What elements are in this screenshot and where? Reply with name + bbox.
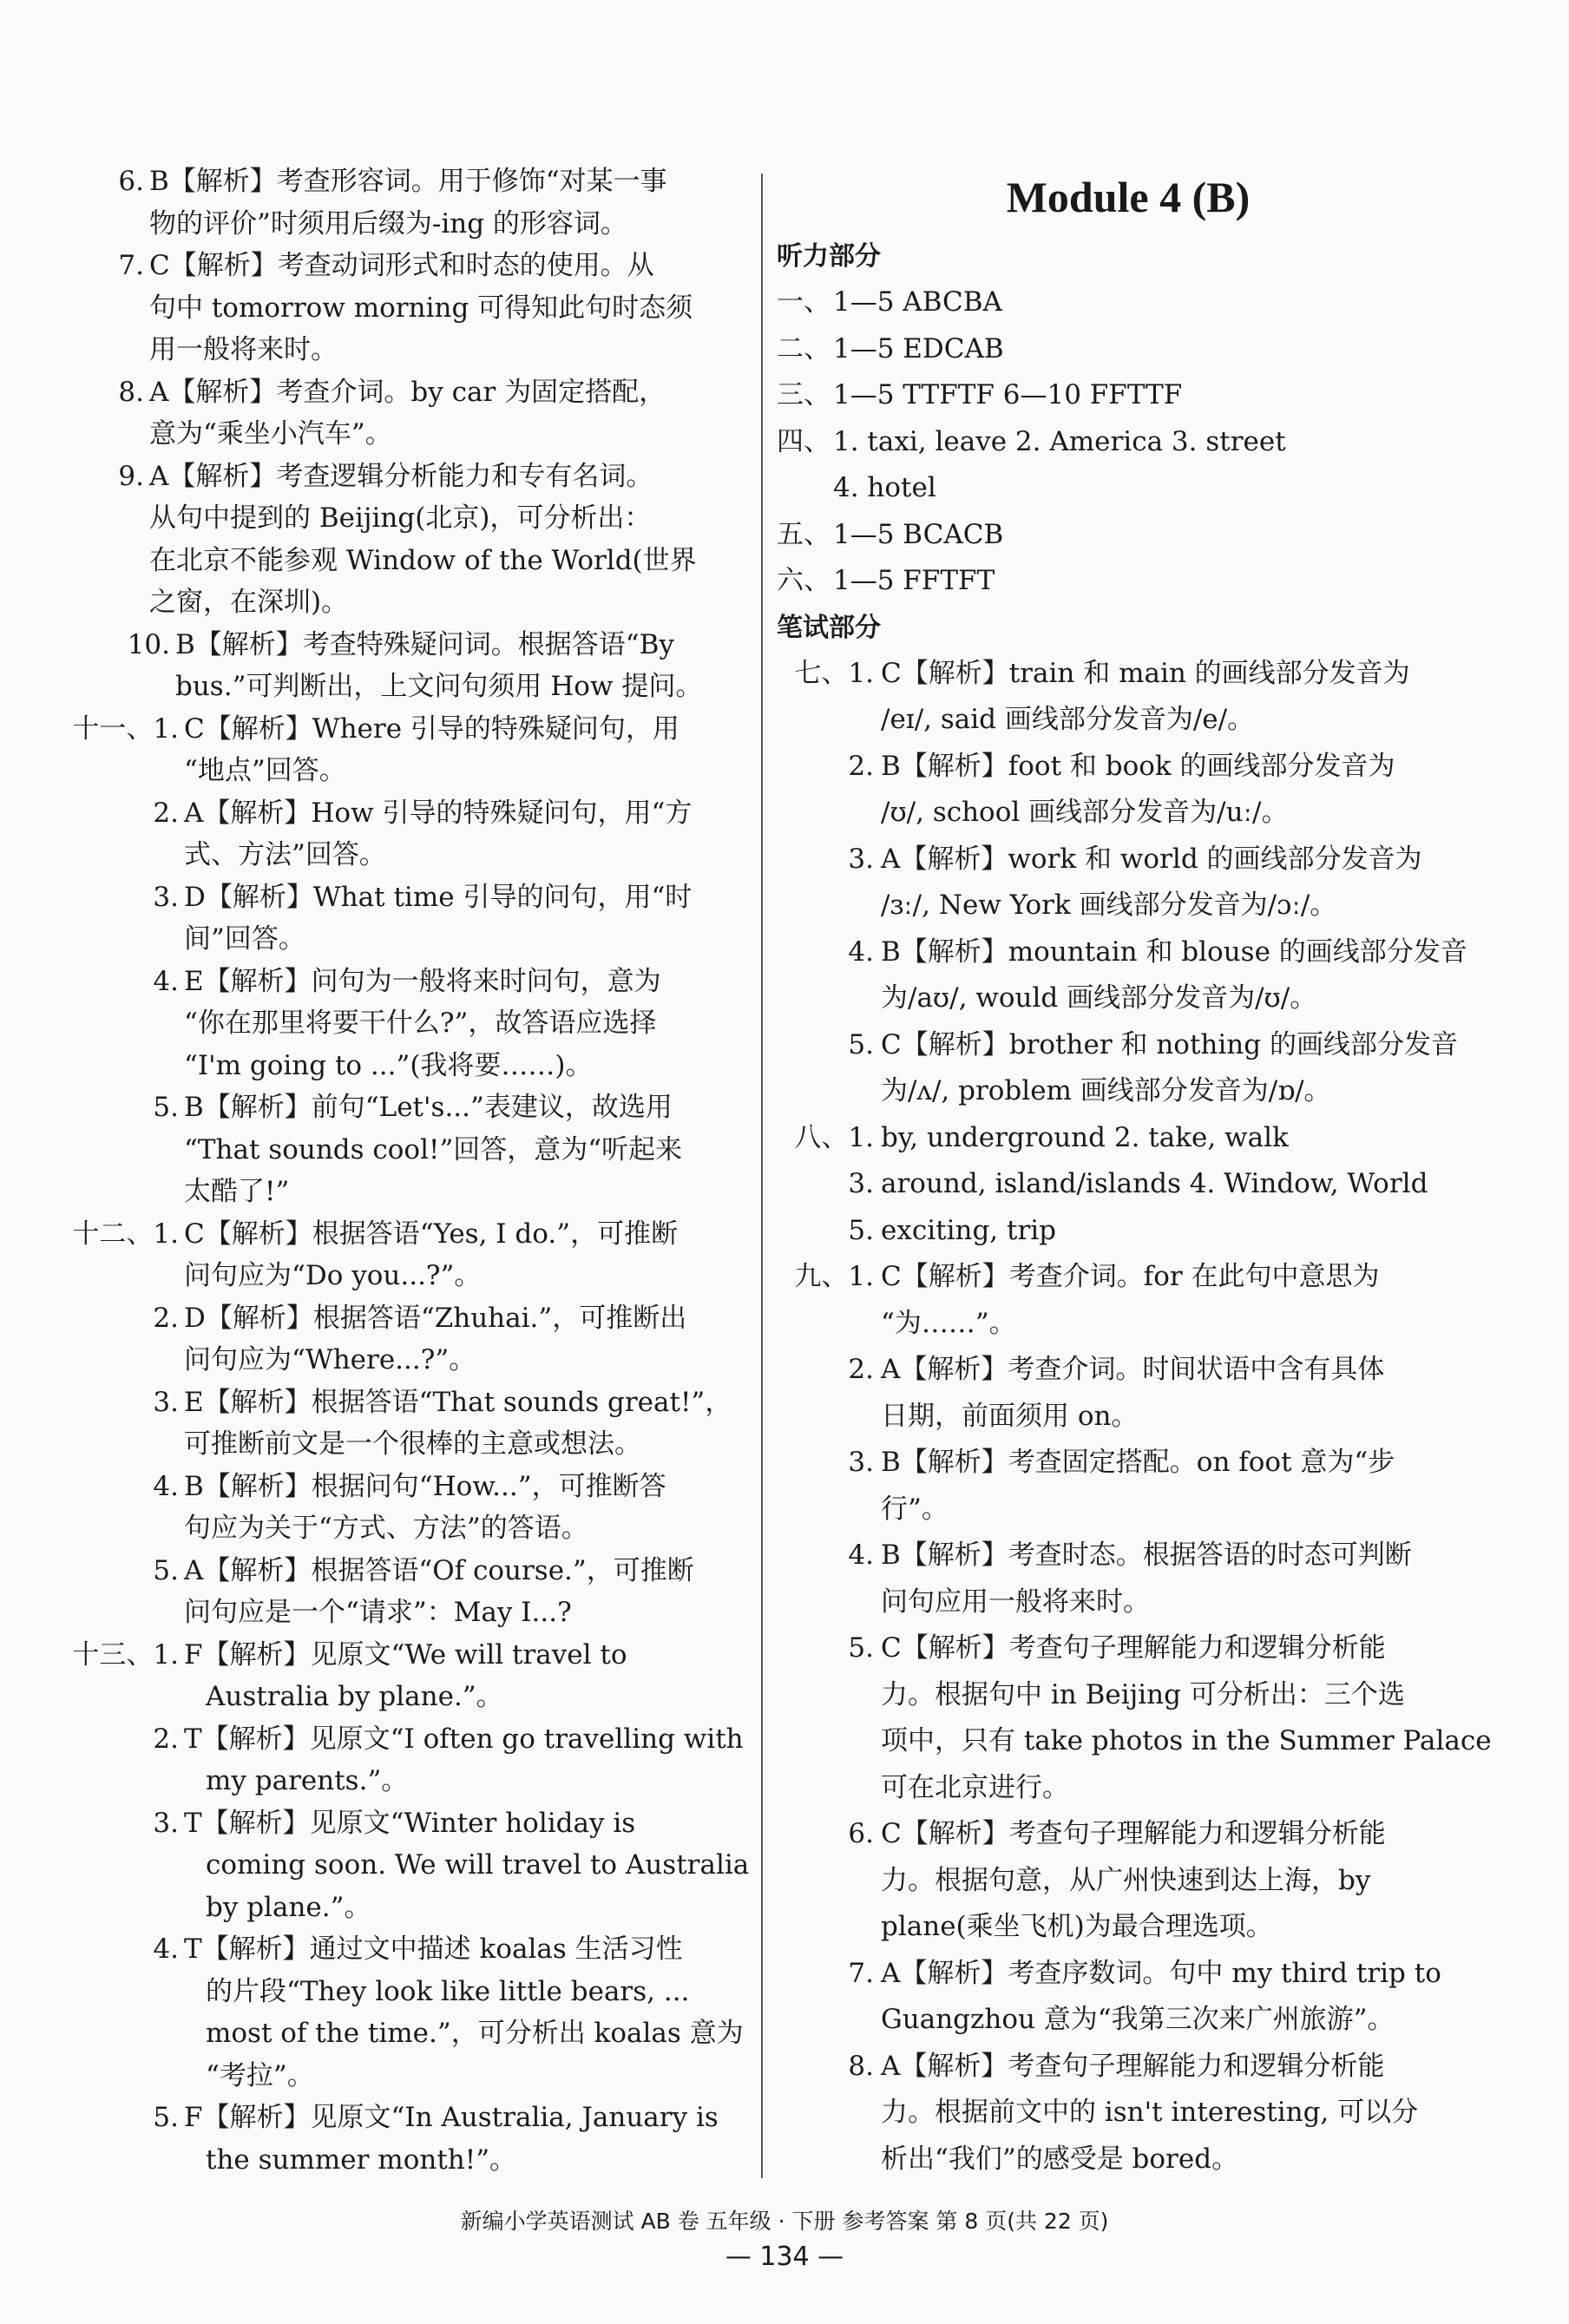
answer-text: 式、方法”回答。: [184, 839, 386, 870]
section-heading: 笔试部分: [777, 612, 881, 643]
question-number: 5.: [848, 1028, 874, 1060]
answer-line: [54, 1802, 731, 1845]
answer-line: [54, 581, 731, 624]
answer-text: /eɪ/, said 画线部分发音为/e/。: [881, 704, 1255, 735]
answer-line: [777, 1997, 1480, 2044]
answer-line: [777, 837, 1480, 883]
answer-line: [54, 1718, 744, 1761]
answer-text: A【解析】考查句子理解能力和逻辑分析能: [881, 2050, 1385, 2082]
answer-line: [777, 1811, 1480, 1858]
answer-text: D【解析】根据答语“Zhuhai.”，可推断出: [184, 1302, 687, 1334]
answer-line: [777, 975, 1480, 1022]
answer-text: 问句应为“Do you...?”。: [184, 1260, 482, 1291]
answer-line: [54, 1760, 731, 1802]
answer-text: 可在北京进行。: [881, 1771, 1069, 1803]
answer-text: E【解析】根据答语“That sounds great!”，: [184, 1386, 732, 1418]
answer-line: [54, 961, 731, 1003]
answer-text: 项中，只有 take photos in the Summer Palace: [881, 1725, 1492, 1756]
answer-line: [54, 2139, 731, 2182]
answer-text: 1—5 TTFTF 6—10 FFTTF: [833, 379, 1183, 410]
question-number: 九、1.: [794, 1261, 874, 1292]
answer-line: [777, 1672, 1480, 1719]
answer-line: [54, 918, 731, 961]
question-number: 4.: [848, 1539, 874, 1571]
answer-line: [777, 512, 1480, 559]
question-number: 四、: [777, 425, 830, 457]
answer-line: [777, 2044, 1480, 2091]
question-number: 7.: [848, 1957, 874, 1989]
answer-text: T【解析】通过文中描述 koalas 生活习性: [184, 1933, 683, 1965]
question-number: 4.: [153, 1933, 179, 1965]
answer-text: bus.”可判断出，上文问句须用 How 提问。: [175, 671, 703, 702]
answer-text: 问句应为“Where...?”。: [184, 1344, 476, 1375]
answer-text: A【解析】考查介词。by car 为固定搭配，: [149, 376, 666, 408]
question-number: 3.: [153, 1807, 179, 1839]
answer-text: 物的评价”时须用后缀为-ing 的形容词。: [149, 207, 627, 240]
answer-text: the summer month!”。: [206, 2143, 517, 2176]
answer-line: [777, 1487, 1480, 1533]
answer-text: /ɜː/, New York 画线部分发音为/ɔː/。: [881, 890, 1337, 921]
answer-line: [777, 1951, 1480, 1998]
answer-text: 1—5 EDCAB: [833, 332, 1004, 364]
question-number: 8.: [848, 2050, 874, 2082]
question-number: 三、: [777, 379, 830, 410]
answer-line: [777, 1254, 1480, 1301]
answer-text: “考拉”。: [206, 2059, 314, 2091]
answer-text: B【解析】前句“Let's...”表建议，故选用: [184, 1092, 673, 1123]
footer-book-info: 新编小学英语测试 AB 卷 五年级 · 下册 参考答案 第 8 页(共 22 页): [460, 2209, 1109, 2234]
answer-line: [54, 1045, 731, 1087]
question-number: 八、1.: [794, 1121, 874, 1153]
answer-line: [54, 540, 731, 582]
question-number: 9.: [118, 460, 144, 492]
answer-text: C【解析】Where 引导的特殊疑问句，用: [184, 712, 679, 745]
answer-line: [777, 1161, 1480, 1208]
answer-text: 的片段“They look like little bears, ...: [206, 1975, 690, 2007]
answer-line: [777, 372, 1480, 419]
question-number: 2.: [848, 750, 874, 782]
answer-text: exciting, trip: [881, 1214, 1057, 1246]
answer-text: plane(乘坐飞机)为最合理选项。: [881, 1911, 1273, 1942]
answer-line: [777, 697, 1480, 744]
answer-text: 句中 tomorrow morning 可得知此句时态须: [149, 292, 693, 324]
answer-line: [54, 329, 731, 371]
answer-line: [54, 1213, 731, 1256]
answer-text: “你在那里将要干什么?”，故答语应选择: [184, 1008, 657, 1039]
question-number: 10.: [127, 628, 170, 660]
answer-text: 力。根据句意，从广州快速到达上海，by: [881, 1864, 1371, 1896]
answer-line: [54, 1382, 731, 1424]
answer-text: 问句应用一般将来时。: [881, 1585, 1150, 1618]
answer-line: [54, 1171, 731, 1213]
question-number: 十三、1.: [72, 1638, 179, 1671]
answer-text: C【解析】考查介词。for 在此句中意思为: [881, 1261, 1380, 1292]
answer-text: B【解析】根据问句“How...”，可推断答: [184, 1470, 666, 1502]
answer-line: [54, 1255, 731, 1297]
answer-line: [54, 161, 731, 203]
question-number: 七、1.: [794, 657, 874, 689]
question-number: 6.: [848, 1818, 874, 1849]
answer-line: [54, 834, 731, 876]
answer-line: [54, 1507, 731, 1550]
answer-text: C【解析】考查句子理解能力和逻辑分析能: [881, 1632, 1386, 1664]
answer-line: [777, 790, 1480, 837]
answer-line: [777, 1579, 1480, 1626]
answer-text: coming soon. We will travel to Australia: [206, 1849, 750, 1881]
answer-text: F【解析】见原文“In Australia, January is: [184, 2102, 719, 2133]
question-number: 2.: [153, 1302, 179, 1334]
footer-page-number: — 134 —: [725, 2242, 844, 2272]
answer-line: [54, 456, 731, 498]
answer-text: Guangzhou 意为“我第三次来广州旅游”。: [881, 2004, 1395, 2035]
answer-line: [777, 1301, 1480, 1348]
answer-text: B【解析】考查特殊疑问词。根据答语“By: [175, 628, 674, 660]
answer-text: A【解析】How 引导的特殊疑问句，用“方: [184, 797, 693, 829]
answer-text: 1—5 BCACB: [833, 518, 1004, 550]
question-number: 5.: [848, 1632, 874, 1664]
answer-text: 为/aʊ/, would 画线部分发音为/ʊ/。: [881, 982, 1317, 1014]
answer-line: [777, 326, 1480, 373]
answer-text: B【解析】考查固定搭配。on foot 意为“步: [881, 1447, 1395, 1478]
answer-line: [54, 1466, 731, 1508]
answer-line: [777, 1533, 1480, 1579]
answer-line: [54, 497, 731, 540]
question-number: 6.: [118, 166, 144, 197]
answer-text: /ʊ/, school 画线部分发音为/uː/。: [881, 797, 1289, 828]
answer-line: [777, 1718, 1492, 1765]
answer-line: [54, 750, 731, 792]
answer-line: [777, 2090, 1480, 2137]
question-number: 一、: [777, 286, 830, 318]
answer-line: [777, 1765, 1480, 1812]
answer-text: B【解析】考查时态。根据答语的时态可判断: [881, 1539, 1412, 1571]
answer-line: [777, 1625, 1480, 1672]
question-number: 五、: [777, 518, 830, 550]
answer-line: [54, 2097, 731, 2139]
question-number: 3.: [153, 881, 179, 913]
answer-text: my parents.”。: [206, 1765, 409, 1796]
answer-line: [777, 1068, 1480, 1115]
answer-line: [54, 2012, 744, 2055]
answer-text: B【解析】mountain 和 blouse 的画线部分发音: [881, 936, 1467, 968]
answer-text: by, underground 2. take, walk: [881, 1121, 1289, 1153]
answer-text: 意为“乘坐小汽车”。: [149, 418, 392, 450]
answer-text: 之窗，在深圳)。: [149, 587, 349, 618]
answer-line: [54, 1887, 731, 1929]
answer-line: [54, 1002, 731, 1045]
answer-line: [54, 413, 731, 456]
question-number: 4.: [153, 1470, 179, 1502]
answer-text: “地点”回答。: [184, 755, 346, 786]
question-number: 5.: [153, 1554, 179, 1586]
answer-line: [777, 419, 1480, 466]
question-number: 3.: [848, 1447, 874, 1478]
answer-text: B【解析】foot 和 book 的画线部分发音为: [881, 750, 1395, 782]
answer-line: [54, 245, 731, 287]
question-number: 4.: [153, 965, 179, 997]
answer-line: [54, 792, 731, 835]
answer-line: [54, 1087, 731, 1129]
answer-line: [54, 666, 731, 708]
answer-text: F【解析】见原文“We will travel to: [184, 1638, 627, 1671]
answer-text: A【解析】work 和 world 的画线部分发音为: [881, 843, 1422, 875]
right-column: [777, 161, 1492, 2183]
answer-text: “为……”。: [881, 1307, 1016, 1339]
answer-line: [777, 1394, 1480, 1441]
answer-line: [777, 651, 1480, 698]
question-number: 十一、1.: [72, 712, 179, 745]
answer-text: C【解析】根据答语“Yes, I do.”，可推断: [184, 1218, 679, 1250]
question-number: 3.: [848, 1168, 874, 1199]
answer-text: T【解析】见原文“I often go travelling with: [184, 1723, 744, 1755]
answer-text: B【解析】考查形容词。用于修饰“对某一事: [149, 166, 667, 197]
question-number: 六、: [777, 565, 830, 596]
answer-line: [54, 1676, 731, 1718]
answer-text: 行”。: [881, 1493, 949, 1525]
question-number: 十二、1.: [72, 1218, 179, 1250]
answer-text: 问句应是一个“请求”：May I...?: [184, 1597, 572, 1628]
answer-text: C【解析】考查句子理解能力和逻辑分析能: [881, 1818, 1386, 1849]
question-number: 4.: [848, 936, 874, 968]
answer-line: [54, 1550, 731, 1592]
answer-line: [777, 1440, 1480, 1487]
answer-text: 从句中提到的 Beijing(北京)，可分析出：: [149, 502, 652, 534]
answer-text: 析出“我们”的感受是 bored。: [881, 2143, 1239, 2175]
module-title: Module 4 (B): [1006, 173, 1251, 221]
column-divider: [761, 174, 763, 2178]
answer-text: A【解析】根据答语“Of course.”，可推断: [184, 1554, 694, 1586]
answer-text: 在北京不能参观 Window of the World(世界: [149, 544, 697, 576]
answer-text: 为/ʌ/, problem 画线部分发音为/ɒ/。: [881, 1075, 1331, 1106]
answer-line: [54, 203, 731, 246]
answer-line: [777, 1022, 1480, 1069]
answer-text: C【解析】train 和 main 的画线部分发音为: [881, 657, 1410, 689]
answer-text: 1. taxi, leave 2. America 3. street: [833, 425, 1286, 457]
answer-line: [54, 1844, 750, 1887]
answer-text: by plane.”。: [206, 1891, 371, 1923]
answer-text: 可推断前文是一个很棒的主意或想法。: [184, 1428, 641, 1460]
answer-text: “That sounds cool!”回答，意为“听起来: [184, 1133, 683, 1165]
question-number: 5.: [153, 2102, 179, 2133]
answer-text: A【解析】考查逻辑分析能力和专有名词。: [149, 460, 653, 492]
answer-text: most of the time.”，可分析出 koalas 意为: [206, 2018, 744, 2049]
answer-line: [54, 1129, 731, 1172]
answer-line: [54, 624, 731, 666]
answer-text: 1—5 FFTFT: [833, 565, 995, 596]
answer-line: [54, 1592, 731, 1634]
question-number: 2.: [848, 1354, 874, 1385]
left-column: [54, 161, 750, 2181]
answer-line: [777, 929, 1480, 976]
answer-line: [54, 1634, 731, 1677]
answer-text: 4. hotel: [833, 472, 936, 503]
answer-line: [54, 371, 731, 414]
question-number: 5.: [153, 1092, 179, 1123]
answer-line: [777, 744, 1480, 791]
answer-line: [777, 558, 1480, 605]
answer-line: [54, 876, 731, 919]
answer-text: T【解析】见原文“Winter holiday is: [184, 1807, 636, 1839]
answer-line: [54, 287, 731, 330]
answer-line: [777, 2137, 1480, 2183]
answer-text: A【解析】考查序数词。句中 my third trip to: [881, 1957, 1441, 1989]
answer-text: A【解析】考查介词。时间状语中含有具体: [881, 1354, 1385, 1385]
answer-line: [54, 2055, 731, 2098]
section-heading: 听力部分: [777, 241, 881, 272]
answer-text: 间”回答。: [184, 923, 305, 955]
answer-text: 用一般将来时。: [149, 334, 338, 365]
answer-line: [54, 1928, 731, 1971]
question-number: 二、: [777, 332, 830, 364]
answer-line: [54, 1971, 731, 2013]
answer-text: 力。根据前文中的 isn't interesting, 可以分: [881, 2097, 1419, 2128]
answer-line: [777, 1208, 1480, 1255]
answer-text: 句应为关于“方式、方法”的答语。: [184, 1513, 588, 1544]
question-number: 7.: [118, 250, 144, 281]
question-number: 2.: [153, 1723, 179, 1755]
answer-line: [777, 1858, 1480, 1905]
question-number: 3.: [848, 843, 874, 875]
answer-text: 1—5 ABCBA: [833, 286, 1002, 318]
question-number: 8.: [118, 376, 144, 408]
answer-text: Australia by plane.”。: [206, 1681, 503, 1712]
answer-line: [777, 279, 1480, 326]
answer-line: [777, 465, 1480, 512]
answer-text: C【解析】brother 和 nothing 的画线部分发音: [881, 1028, 1458, 1060]
answer-text: 日期，前面须用 on。: [881, 1400, 1139, 1432]
answer-line: [54, 1423, 731, 1466]
answer-line: [777, 1115, 1480, 1162]
question-number: 2.: [153, 797, 179, 829]
answer-text: 太酷了!”: [184, 1176, 290, 1207]
answer-line: [54, 1297, 731, 1340]
answer-text: 力。根据句中 in Beijing 可分析出：三个选: [881, 1678, 1405, 1710]
answer-line: [54, 708, 731, 751]
answer-text: D【解析】What time 引导的问句，用“时: [184, 881, 693, 913]
answer-line: [54, 1339, 731, 1382]
answer-line: [777, 1904, 1480, 1951]
answer-text: C【解析】考查动词形式和时态的使用。从: [149, 250, 654, 281]
answer-text: E【解析】问句为一般将来时问句，意为: [184, 965, 661, 997]
answer-text: around, island/islands 4. Window, World: [881, 1168, 1428, 1199]
answer-text: “I'm going to ...”(我将要……)。: [184, 1049, 593, 1081]
question-number: 5.: [848, 1214, 874, 1246]
answer-line: [777, 1347, 1480, 1394]
answer-line: [777, 883, 1480, 929]
question-number: 3.: [153, 1386, 179, 1418]
